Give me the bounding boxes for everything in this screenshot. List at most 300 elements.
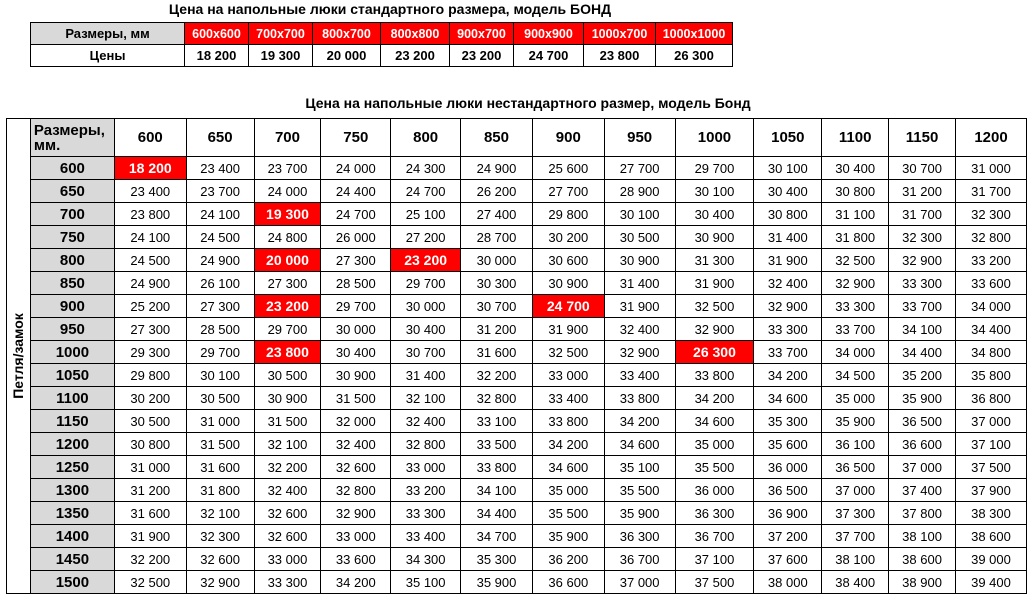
price-cell: 31 200 bbox=[461, 318, 533, 341]
row-header: 1450 bbox=[30, 548, 114, 571]
row-header: 1100 bbox=[30, 387, 114, 410]
price-cell: 32 800 bbox=[321, 479, 391, 502]
price-cell: 33 300 bbox=[822, 295, 889, 318]
table-row bbox=[7, 272, 1027, 295]
price-cell: 34 200 bbox=[754, 364, 822, 387]
price-cell: 33 800 bbox=[532, 410, 604, 433]
side-label: Петля/замок bbox=[10, 313, 27, 399]
price-cell: 32 500 bbox=[675, 295, 754, 318]
price-cell: 37 000 bbox=[956, 410, 1027, 433]
row-header: 1500 bbox=[30, 571, 114, 594]
price-cell: 38 900 bbox=[889, 571, 956, 594]
price-cell: 30 800 bbox=[754, 203, 822, 226]
price-cell: 24 000 bbox=[321, 157, 391, 180]
row-header: 750 bbox=[30, 226, 114, 249]
price-cell: 34 000 bbox=[956, 295, 1027, 318]
price-cell: 37 700 bbox=[822, 525, 889, 548]
price-cell: 35 000 bbox=[822, 387, 889, 410]
price-cell: 31 000 bbox=[956, 157, 1027, 180]
price-cell: 31 900 bbox=[532, 318, 604, 341]
price-cell: 31 600 bbox=[186, 456, 254, 479]
table-row bbox=[7, 203, 1027, 226]
column-header: 1100 bbox=[822, 119, 889, 157]
price-cell: 32 200 bbox=[114, 548, 186, 571]
row-header: 1050 bbox=[30, 364, 114, 387]
price-cell: 30 800 bbox=[822, 180, 889, 203]
table-row bbox=[7, 571, 1027, 594]
price-cell: 30 900 bbox=[675, 226, 754, 249]
price-cell: 32 800 bbox=[461, 387, 533, 410]
price-cell: 30 400 bbox=[391, 318, 461, 341]
price-cell: 36 300 bbox=[604, 525, 675, 548]
price-cell: 35 000 bbox=[532, 479, 604, 502]
price-cell: 33 400 bbox=[391, 525, 461, 548]
row-header: 650 bbox=[30, 180, 114, 203]
price-cell: 32 600 bbox=[254, 525, 321, 548]
price-cell: 37 100 bbox=[675, 548, 754, 571]
price-cell: 33 600 bbox=[321, 548, 391, 571]
row-header: 850 bbox=[30, 272, 114, 295]
price-cell: 30 700 bbox=[391, 341, 461, 364]
price-cell: 32 400 bbox=[321, 433, 391, 456]
price-cell: 26 000 bbox=[321, 226, 391, 249]
price-cell: 33 800 bbox=[675, 364, 754, 387]
table-row bbox=[7, 410, 1027, 433]
standard-price-cell: 20 000 bbox=[313, 45, 381, 67]
price-cell: 31 000 bbox=[114, 456, 186, 479]
price-cell: 32 400 bbox=[754, 272, 822, 295]
price-cell: 34 300 bbox=[391, 548, 461, 571]
price-cell: 32 500 bbox=[822, 249, 889, 272]
price-cell: 35 200 bbox=[889, 364, 956, 387]
price-cell: 29 800 bbox=[532, 203, 604, 226]
price-cell: 30 500 bbox=[114, 410, 186, 433]
price-cell: 34 200 bbox=[604, 410, 675, 433]
price-cell: 33 000 bbox=[321, 525, 391, 548]
standard-size-cell: 600x600 bbox=[185, 23, 249, 45]
price-cell: 37 400 bbox=[889, 479, 956, 502]
price-cell: 36 500 bbox=[889, 410, 956, 433]
price-cell: 26 300 bbox=[675, 341, 754, 364]
price-cell: 25 600 bbox=[532, 157, 604, 180]
price-cell: 35 900 bbox=[532, 525, 604, 548]
standard-price-cell: 19 300 bbox=[249, 45, 313, 67]
price-cell: 37 500 bbox=[675, 571, 754, 594]
price-cell: 31 900 bbox=[114, 525, 186, 548]
row-header: 1400 bbox=[30, 525, 114, 548]
price-cell: 26 100 bbox=[186, 272, 254, 295]
price-cell: 32 200 bbox=[461, 364, 533, 387]
price-cell: 30 200 bbox=[532, 226, 604, 249]
price-cell: 33 700 bbox=[822, 318, 889, 341]
price-cell: 35 900 bbox=[822, 410, 889, 433]
standard-size-cell: 900x900 bbox=[514, 23, 584, 45]
price-cell: 37 000 bbox=[604, 571, 675, 594]
row-header: 950 bbox=[30, 318, 114, 341]
price-cell: 24 800 bbox=[254, 226, 321, 249]
price-cell: 36 000 bbox=[754, 456, 822, 479]
price-cell: 33 000 bbox=[391, 456, 461, 479]
price-cell: 27 400 bbox=[461, 203, 533, 226]
price-cell: 32 900 bbox=[822, 272, 889, 295]
price-cell: 35 300 bbox=[754, 410, 822, 433]
table-row bbox=[7, 548, 1027, 571]
price-cell: 35 800 bbox=[956, 364, 1027, 387]
price-cell: 23 800 bbox=[114, 203, 186, 226]
price-cell: 32 600 bbox=[321, 456, 391, 479]
price-cell: 34 200 bbox=[321, 571, 391, 594]
price-cell: 27 200 bbox=[391, 226, 461, 249]
price-cell: 32 900 bbox=[321, 502, 391, 525]
price-cell: 31 900 bbox=[754, 249, 822, 272]
price-cell: 31 700 bbox=[889, 203, 956, 226]
price-cell: 34 400 bbox=[956, 318, 1027, 341]
standard-size-price-table bbox=[30, 22, 733, 67]
price-cell: 28 700 bbox=[461, 226, 533, 249]
standard-size-cell: 1000x1000 bbox=[656, 23, 733, 45]
table-row bbox=[7, 456, 1027, 479]
price-cell: 37 500 bbox=[956, 456, 1027, 479]
column-header: 1050 bbox=[754, 119, 822, 157]
standard-prices-row bbox=[31, 45, 733, 67]
price-cell: 32 800 bbox=[391, 433, 461, 456]
price-cell: 34 600 bbox=[604, 433, 675, 456]
price-cell: 24 700 bbox=[321, 203, 391, 226]
custom-size-price-table bbox=[6, 118, 1027, 594]
price-cell: 37 900 bbox=[956, 479, 1027, 502]
price-cell: 27 300 bbox=[114, 318, 186, 341]
table-row bbox=[7, 387, 1027, 410]
price-cell: 38 100 bbox=[889, 525, 956, 548]
column-header: 650 bbox=[186, 119, 254, 157]
row-header: 1350 bbox=[30, 502, 114, 525]
price-cell: 30 400 bbox=[321, 341, 391, 364]
table-row bbox=[7, 341, 1027, 364]
table-row bbox=[7, 433, 1027, 456]
price-cell: 20 000 bbox=[254, 249, 321, 272]
price-cell: 36 300 bbox=[675, 502, 754, 525]
price-cell: 30 900 bbox=[532, 272, 604, 295]
price-cell: 32 900 bbox=[675, 318, 754, 341]
side-label-cell bbox=[7, 119, 31, 594]
price-cell: 36 600 bbox=[532, 571, 604, 594]
price-cell: 33 600 bbox=[956, 272, 1027, 295]
table-row bbox=[7, 525, 1027, 548]
table-row bbox=[7, 502, 1027, 525]
price-cell: 37 600 bbox=[754, 548, 822, 571]
standard-size-cell: 900x700 bbox=[450, 23, 514, 45]
price-cell: 33 700 bbox=[889, 295, 956, 318]
price-cell: 35 500 bbox=[532, 502, 604, 525]
column-header: 1200 bbox=[956, 119, 1027, 157]
price-cell: 24 900 bbox=[186, 249, 254, 272]
price-cell: 30 200 bbox=[114, 387, 186, 410]
price-cell: 24 400 bbox=[321, 180, 391, 203]
price-cell: 30 800 bbox=[114, 433, 186, 456]
price-cell: 32 500 bbox=[114, 571, 186, 594]
price-cell: 32 400 bbox=[391, 410, 461, 433]
price-cell: 34 100 bbox=[461, 479, 533, 502]
price-cell: 23 200 bbox=[254, 295, 321, 318]
price-cell: 35 900 bbox=[889, 387, 956, 410]
price-cell: 31 500 bbox=[186, 433, 254, 456]
price-cell: 31 600 bbox=[114, 502, 186, 525]
price-cell: 33 200 bbox=[391, 479, 461, 502]
price-cell: 32 000 bbox=[321, 410, 391, 433]
price-cell: 24 500 bbox=[114, 249, 186, 272]
price-cell: 30 600 bbox=[532, 249, 604, 272]
price-cell: 32 600 bbox=[254, 502, 321, 525]
standard-size-cell: 800x800 bbox=[381, 23, 450, 45]
column-header: 700 bbox=[254, 119, 321, 157]
price-cell: 23 200 bbox=[391, 249, 461, 272]
price-cell: 32 400 bbox=[604, 318, 675, 341]
price-cell: 36 500 bbox=[822, 456, 889, 479]
price-cell: 36 200 bbox=[532, 548, 604, 571]
price-cell: 30 700 bbox=[889, 157, 956, 180]
price-cell: 32 100 bbox=[186, 502, 254, 525]
price-cell: 39 000 bbox=[956, 548, 1027, 571]
price-cell: 30 700 bbox=[461, 295, 533, 318]
price-cell: 36 000 bbox=[675, 479, 754, 502]
price-cell: 29 800 bbox=[114, 364, 186, 387]
row-header: 1250 bbox=[30, 456, 114, 479]
table-row bbox=[7, 249, 1027, 272]
price-cell: 38 000 bbox=[754, 571, 822, 594]
price-cell: 36 700 bbox=[675, 525, 754, 548]
row-header: 1150 bbox=[30, 410, 114, 433]
price-cell: 30 400 bbox=[822, 157, 889, 180]
price-cell: 27 300 bbox=[321, 249, 391, 272]
price-cell: 33 800 bbox=[604, 387, 675, 410]
column-header: 950 bbox=[604, 119, 675, 157]
price-cell: 30 300 bbox=[461, 272, 533, 295]
price-cell: 33 400 bbox=[604, 364, 675, 387]
price-cell: 31 800 bbox=[822, 226, 889, 249]
price-cell: 35 500 bbox=[604, 479, 675, 502]
price-cell: 34 400 bbox=[889, 341, 956, 364]
price-cell: 34 600 bbox=[675, 410, 754, 433]
price-cell: 33 300 bbox=[754, 318, 822, 341]
row-header: 1200 bbox=[30, 433, 114, 456]
row-header: 1300 bbox=[30, 479, 114, 502]
price-cell: 32 100 bbox=[254, 433, 321, 456]
price-cell: 30 000 bbox=[321, 318, 391, 341]
price-cell: 33 700 bbox=[754, 341, 822, 364]
standard-size-cell: 1000x700 bbox=[584, 23, 656, 45]
standard-size-cell: 700x700 bbox=[249, 23, 313, 45]
price-cell: 36 600 bbox=[889, 433, 956, 456]
price-cell: 38 600 bbox=[889, 548, 956, 571]
price-cell: 27 300 bbox=[254, 272, 321, 295]
price-cell: 30 900 bbox=[321, 364, 391, 387]
standard-price-cell: 23 200 bbox=[450, 45, 514, 67]
price-cell: 27 700 bbox=[604, 157, 675, 180]
column-header: 850 bbox=[461, 119, 533, 157]
price-cell: 34 800 bbox=[956, 341, 1027, 364]
column-header: 600 bbox=[114, 119, 186, 157]
price-cell: 34 600 bbox=[754, 387, 822, 410]
price-cell: 35 100 bbox=[391, 571, 461, 594]
price-cell: 29 700 bbox=[254, 318, 321, 341]
price-cell: 36 500 bbox=[754, 479, 822, 502]
price-cell: 32 300 bbox=[889, 226, 956, 249]
price-cell: 24 500 bbox=[186, 226, 254, 249]
price-cell: 24 300 bbox=[391, 157, 461, 180]
price-cell: 25 100 bbox=[391, 203, 461, 226]
price-cell: 34 400 bbox=[461, 502, 533, 525]
price-cell: 28 500 bbox=[321, 272, 391, 295]
price-cell: 34 200 bbox=[532, 433, 604, 456]
price-cell: 31 400 bbox=[391, 364, 461, 387]
price-cell: 33 500 bbox=[461, 433, 533, 456]
row-header: 900 bbox=[30, 295, 114, 318]
price-cell: 27 700 bbox=[532, 180, 604, 203]
column-header: 1150 bbox=[889, 119, 956, 157]
price-cell: 24 100 bbox=[186, 203, 254, 226]
price-cell: 24 100 bbox=[114, 226, 186, 249]
price-cell: 30 400 bbox=[675, 203, 754, 226]
price-cell: 32 900 bbox=[604, 341, 675, 364]
price-cell: 23 800 bbox=[254, 341, 321, 364]
price-cell: 32 900 bbox=[754, 295, 822, 318]
price-cell: 32 600 bbox=[186, 548, 254, 571]
price-cell: 29 700 bbox=[391, 272, 461, 295]
price-cell: 29 700 bbox=[321, 295, 391, 318]
column-header: 800 bbox=[391, 119, 461, 157]
price-cell: 34 600 bbox=[532, 456, 604, 479]
price-cell: 34 700 bbox=[461, 525, 533, 548]
price-cell: 24 900 bbox=[114, 272, 186, 295]
price-cell: 37 200 bbox=[754, 525, 822, 548]
price-cell: 38 400 bbox=[822, 571, 889, 594]
standard-price-cell: 24 700 bbox=[514, 45, 584, 67]
price-cell: 24 900 bbox=[461, 157, 533, 180]
price-cell: 24 700 bbox=[532, 295, 604, 318]
price-cell: 32 500 bbox=[532, 341, 604, 364]
table-row bbox=[7, 364, 1027, 387]
price-cell: 32 200 bbox=[254, 456, 321, 479]
price-cell: 33 300 bbox=[254, 571, 321, 594]
price-cell: 30 900 bbox=[604, 249, 675, 272]
price-cell: 34 500 bbox=[822, 364, 889, 387]
price-cell: 35 500 bbox=[675, 456, 754, 479]
price-cell: 31 900 bbox=[604, 295, 675, 318]
price-cell: 35 300 bbox=[461, 548, 533, 571]
price-cell: 30 100 bbox=[604, 203, 675, 226]
price-cell: 33 400 bbox=[532, 387, 604, 410]
price-cell: 36 700 bbox=[604, 548, 675, 571]
price-cell: 32 800 bbox=[956, 226, 1027, 249]
column-header: 750 bbox=[321, 119, 391, 157]
price-cell: 31 000 bbox=[186, 410, 254, 433]
price-cell: 28 900 bbox=[604, 180, 675, 203]
column-header: 900 bbox=[532, 119, 604, 157]
price-cell: 31 800 bbox=[186, 479, 254, 502]
price-cell: 37 800 bbox=[889, 502, 956, 525]
price-cell: 32 900 bbox=[186, 571, 254, 594]
price-cell: 38 100 bbox=[822, 548, 889, 571]
price-cell: 29 700 bbox=[675, 157, 754, 180]
price-cell: 31 400 bbox=[604, 272, 675, 295]
price-cell: 35 600 bbox=[754, 433, 822, 456]
price-cell: 39 400 bbox=[956, 571, 1027, 594]
price-cell: 31 700 bbox=[956, 180, 1027, 203]
price-cell: 30 000 bbox=[461, 249, 533, 272]
price-cell: 30 900 bbox=[254, 387, 321, 410]
corner-label: Размеры, мм. bbox=[30, 119, 114, 157]
price-cell: 37 300 bbox=[822, 502, 889, 525]
price-cell: 31 500 bbox=[254, 410, 321, 433]
price-cell: 30 000 bbox=[391, 295, 461, 318]
column-header-row bbox=[7, 119, 1027, 157]
price-cell: 31 400 bbox=[754, 226, 822, 249]
price-cell: 25 200 bbox=[114, 295, 186, 318]
standard-price-cell: 23 200 bbox=[381, 45, 450, 67]
price-cell: 36 800 bbox=[956, 387, 1027, 410]
price-cell: 35 000 bbox=[675, 433, 754, 456]
price-cell: 31 200 bbox=[889, 180, 956, 203]
price-cell: 33 000 bbox=[532, 364, 604, 387]
price-cell: 30 400 bbox=[754, 180, 822, 203]
price-cell: 30 100 bbox=[675, 180, 754, 203]
price-cell: 19 300 bbox=[254, 203, 321, 226]
standard-price-cell: 23 800 bbox=[584, 45, 656, 67]
table-row bbox=[7, 226, 1027, 249]
price-cell: 31 300 bbox=[675, 249, 754, 272]
price-cell: 36 100 bbox=[822, 433, 889, 456]
price-cell: 34 100 bbox=[889, 318, 956, 341]
table-row bbox=[7, 157, 1027, 180]
price-cell: 35 100 bbox=[604, 456, 675, 479]
price-cell: 23 400 bbox=[114, 180, 186, 203]
price-cell: 30 500 bbox=[604, 226, 675, 249]
row-header: 1000 bbox=[30, 341, 114, 364]
price-cell: 31 200 bbox=[114, 479, 186, 502]
price-cell: 37 000 bbox=[822, 479, 889, 502]
custom-table-title: Цена на напольные люки нестандартного размер, модель Бонд bbox=[305, 95, 751, 111]
price-cell: 31 100 bbox=[822, 203, 889, 226]
price-cell: 18 200 bbox=[114, 157, 186, 180]
price-cell: 29 300 bbox=[114, 341, 186, 364]
price-cell: 34 200 bbox=[675, 387, 754, 410]
price-cell: 32 300 bbox=[956, 203, 1027, 226]
price-cell: 24 700 bbox=[391, 180, 461, 203]
standard-sizes-row bbox=[31, 23, 733, 45]
price-cell: 26 200 bbox=[461, 180, 533, 203]
price-cell: 23 400 bbox=[186, 157, 254, 180]
price-cell: 33 200 bbox=[956, 249, 1027, 272]
price-cell: 30 500 bbox=[254, 364, 321, 387]
price-cell: 24 000 bbox=[254, 180, 321, 203]
price-cell: 23 700 bbox=[254, 157, 321, 180]
prices-row-label: Цены bbox=[31, 45, 185, 67]
price-cell: 30 100 bbox=[186, 364, 254, 387]
standard-price-cell: 26 300 bbox=[656, 45, 733, 67]
price-cell: 32 300 bbox=[186, 525, 254, 548]
price-cell: 33 300 bbox=[391, 502, 461, 525]
price-cell: 36 900 bbox=[754, 502, 822, 525]
standard-price-cell: 18 200 bbox=[185, 45, 249, 67]
price-cell: 38 300 bbox=[956, 502, 1027, 525]
price-cell: 23 700 bbox=[186, 180, 254, 203]
price-cell: 34 000 bbox=[822, 341, 889, 364]
price-cell: 28 500 bbox=[186, 318, 254, 341]
standard-size-cell: 800x700 bbox=[313, 23, 381, 45]
price-cell: 37 000 bbox=[889, 456, 956, 479]
price-cell: 27 300 bbox=[186, 295, 254, 318]
row-header: 700 bbox=[30, 203, 114, 226]
